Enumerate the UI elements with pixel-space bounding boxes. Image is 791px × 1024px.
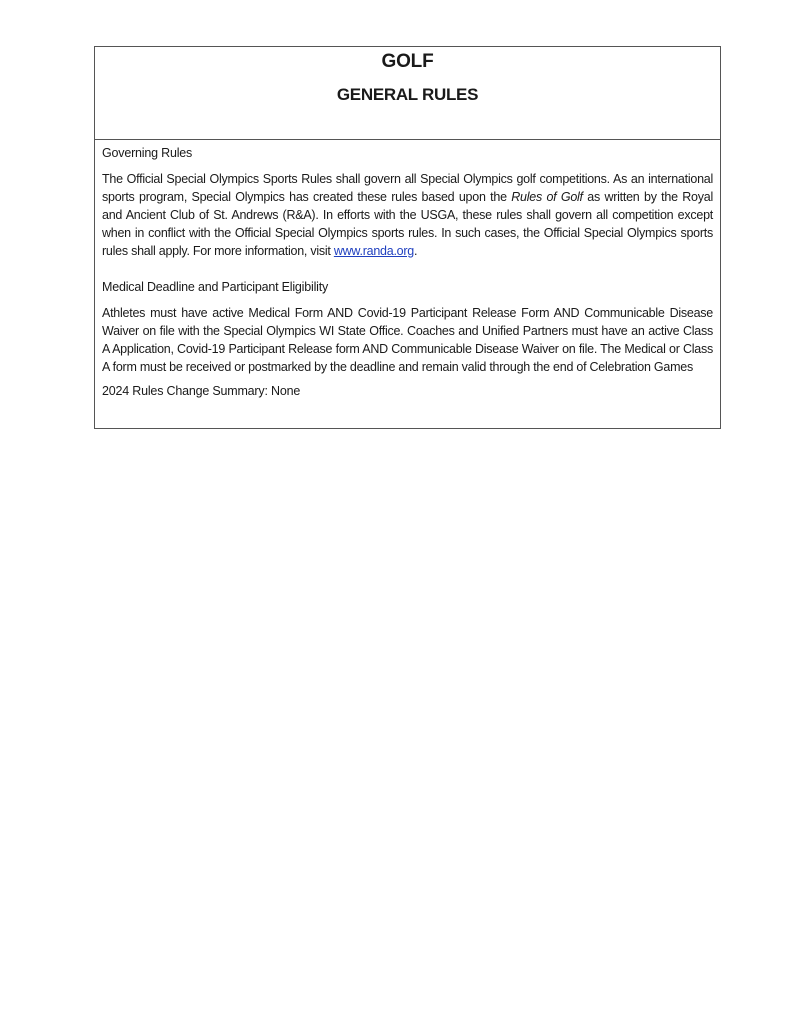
randa-link[interactable]: www.randa.org [333,244,414,258]
document-title: GOLF [381,51,434,72]
governing-text-part-3: . [413,244,418,258]
eligibility-paragraph: Athletes must have active Medical Form AND Covid-19 Participant Release Form AND Communicable Disease Waiver on file with the Special Olympics WI State Office. Coaches and Unified Partners must have an active Class A Application, Covid-19 Participant Release form AND Communicable Disease Waiver on file. The Medical or Class A form must be received or postmarked by the deadline and remain valid through the end of Celebration Games [102,306,713,374]
rules-of-golf-italic: Rules of Golf [511,190,583,204]
rules-change-summary: 2024 Rules Change Summary: None [102,384,301,398]
document-subtitle: GENERAL RULES [336,85,479,104]
rules-table [94,46,721,429]
governing-rules-paragraph [102,170,713,260]
governing-text-part-1: The Official Special Olympics Sports Rules shall govern all Special Olympics golf competitions. As an international sports program, Special Olympics has created these rules based upon the [102,172,713,204]
body-cell [95,140,720,400]
header-cell [95,47,720,140]
eligibility-heading: Medical Deadline and Participant Eligibility [102,280,329,294]
governing-text-part-2: as written by the Royal and Ancient Club of St. Andrews (R&A). In efforts with the USGA, these rules shall govern all competition except when in conflict with the Official Special Olympics sports rules. In such cases, the Official Special Olympics sports rules shall apply. For more information, visit [102,190,713,258]
governing-rules-heading: Governing Rules [102,146,193,160]
